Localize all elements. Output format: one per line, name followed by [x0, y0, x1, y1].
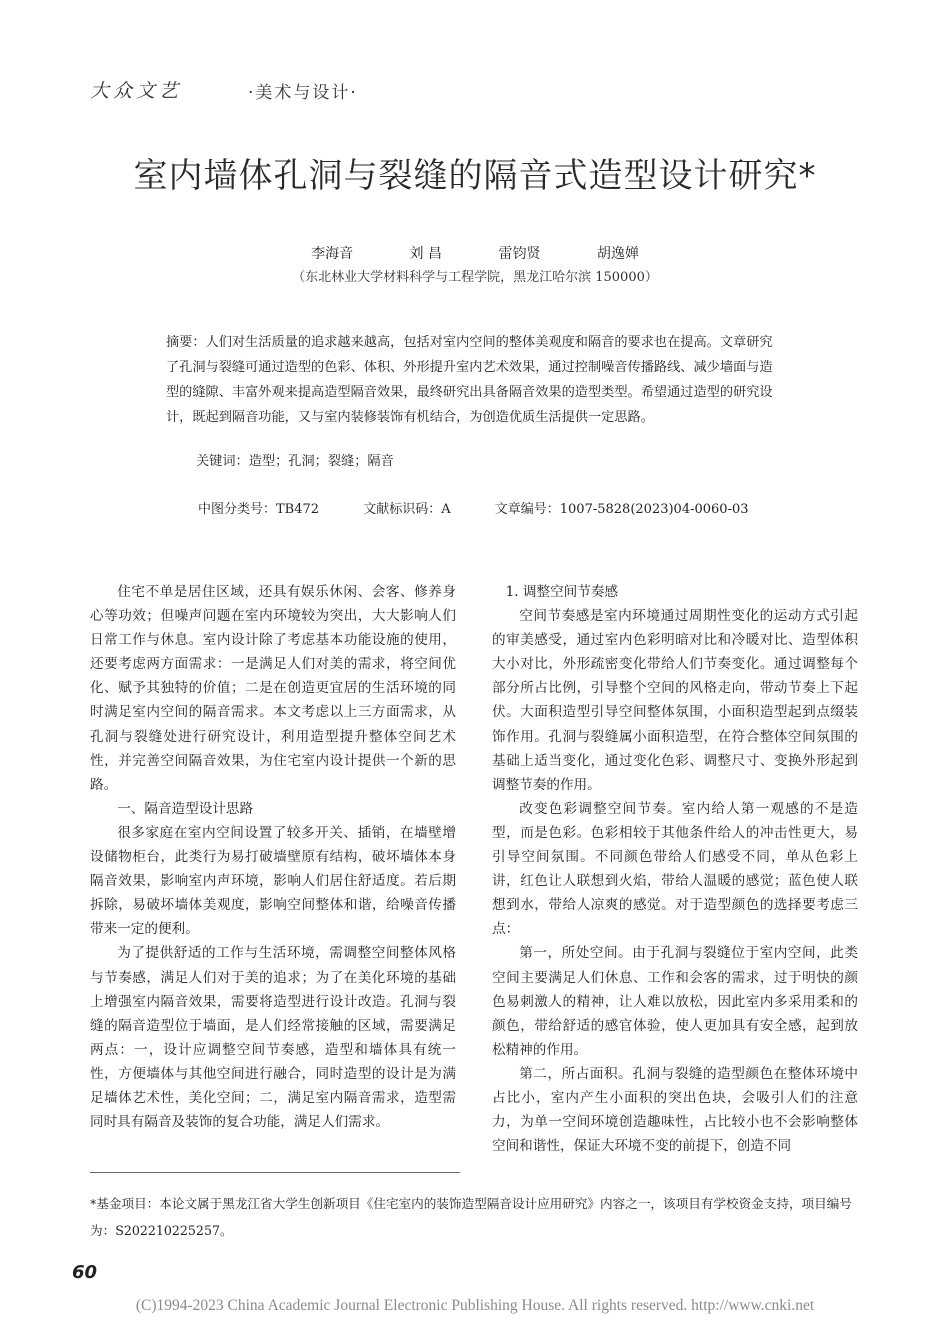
- keywords-text: 造型；孔洞；裂缝；隔音: [248, 454, 394, 469]
- author-name: 刘 昌: [409, 246, 442, 262]
- body-paragraph: 住宅不单是居住区域，还具有娱乐休闲、会客、修养身心等功效；但噪声问题在室内环境较为突出，大大影响人们日常工作与休息。室内设计除了考虑基本功能设施的使用，还要考虑两方面需求：一是满足人们对美的需求，将空间优化、赋予其独特的价值；二是在创造更宜居的生活环境的同时满足室内空间的隔音需求。本文考虑以上三方面需求，从孔洞与裂缝处进行研究设计，利用造型提升整体空间艺术性，并完善空间隔音效果，为住宅室内设计提供一个新的思路。: [90, 584, 456, 793]
- section-label: ·美术与设计·: [248, 83, 358, 103]
- abstract: [166, 330, 781, 430]
- clc-value: TB472: [276, 502, 320, 517]
- body-paragraph: 很多家庭在室内空间设置了较多开关、插销，在墙壁增设储物柜台，此类行为易打破墙壁原有结构，破坏墙体本身隔音效果，影响室内声环境，影响人们居住舒适度。若后期拆除，易破坏墙体美观度，影响空间整体和谐，给噪音传播带来一定的便利。: [90, 824, 456, 938]
- clc-label: 中图分类号：: [198, 502, 277, 517]
- funding-footnote: [90, 1190, 870, 1244]
- keywords-label: 关键词：: [196, 454, 249, 469]
- affiliation: （东北林业大学材料科学与工程学院，黑龙江哈尔滨 150000）: [292, 270, 658, 285]
- body-paragraph: 改变色彩调整空间节奏。室内给人第一观感的不是造型，而是色彩。色彩相较于其他条件给人的冲击性更大，易引导空间氛围。不同颜色带给人们感受不同，单从色彩上讲，红色让人联想到火焰，带给人温暖的感觉；蓝色使人联想到水，带给人凉爽的感觉。对于造型颜色的选择要考虑三点：: [492, 800, 858, 938]
- author-name: 李海音: [311, 246, 354, 262]
- body-paragraph: 第一，所处空间。由于孔洞与裂缝位于室内空间，此类空间主要满足人们休息、工作和会客的需求，过于明快的颜色易刺激人的精神，让人难以放松，因此室内多采用柔和的颜色，带给舒适的感官体验，使人更加具有安全感，起到放松精神的作用。: [492, 945, 858, 1058]
- body-paragraph: 为了提供舒适的工作与生活环境，需调整空间整体风格与节奏感，满足人们对于美的追求；为了在美化环境的基础上增强室内隔音效果，需要将造型进行设计改造。孔洞与裂缝的隔音造型位于墙面，是人们经常接触的区域，需要满足两点：一，设计应调整空间节奏感，造型和墙体具有统一性，方便墙体与其他空间进行融合，同时造型的设计是为满足墙体艺术性，美化空间；二，满足室内隔音需求，造型需同时具有隔音及装饰的复合功能，满足人们需求。: [90, 945, 456, 1131]
- author-list: [0, 243, 950, 263]
- article-no-value: 1007-5828(2023)04-0060-03: [559, 502, 749, 517]
- author-name: 雷钧贤: [498, 246, 541, 262]
- keywords: [196, 450, 394, 469]
- body-paragraph: 第二，所占面积。孔洞与裂缝的造型颜色在整体环境中占比小，室内产生小面积的突出色块，会吸引人们的注意力，为单一空间环境创造趣味性，占比较小也不会影响整体空间和谐性，保证大环境不变的前提下，创造不同: [492, 1065, 858, 1155]
- left-column: [90, 580, 456, 1134]
- right-column: [492, 580, 858, 1158]
- funding-label: *基金项目：: [90, 1196, 160, 1211]
- footnote-divider: [90, 1172, 460, 1173]
- body-paragraph: 空间节奏感是室内环境通过周期性变化的运动方式引起的审美感受，通过室内色彩明暗对比和冷暖对比、造型体积大小对比，外形疏密变化带给人们节奏变化。通过调整每个部分所占比例，引导整个空间的风格走向，带动节奏上下起伏。大面积造型引导空间整体氛围，小面积造型起到点缀装饰作用。孔洞与裂缝属小面积造型，在符合整体空间氛围的基础上适当变化，通过变化色彩、调整尺寸、变换外形起到调整节奏的作用。: [492, 608, 858, 793]
- copyright-notice: (C)1994-2023 China Academic Journal Electronic Publishing House. All rights reserved. http://www.cnki.net: [135, 1297, 815, 1314]
- article-no-label: 文章编号：: [494, 502, 560, 517]
- section-heading: 一、隔音造型设计思路: [117, 800, 254, 817]
- abstract-label: 摘要：: [166, 335, 206, 350]
- funding-text: 本论文属于黑龙江省大学生创新项目《住宅室内的装饰造型隔音设计应用研究》内容之一，该项目有学校资金支持，项目编号为：S202210225257。: [90, 1196, 852, 1238]
- page-number: 60: [72, 1262, 98, 1283]
- author-name: 胡逸婵: [596, 246, 639, 262]
- article-title: 室内墙体孔洞与裂缝的隔音式造型设计研究*: [133, 156, 817, 196]
- classification-line: [198, 498, 789, 517]
- abstract-text: 人们对生活质量的追求越来越高，包括对室内空间的整体美观度和隔音的要求也在提高。文章研究了孔洞与裂缝可通过造型的色彩、体积、外形提升室内艺术效果，通过控制噪音传播路线、减少墙面与造型的缝隙、丰富外观来提高造型隔音效果，最终研究出具备隔音效果的造型类型。希望通过造型的研究设计，既起到隔音功能，又与室内装修装饰有机结合，为创造优质生活提供一定思路。: [166, 335, 773, 425]
- subsection-heading: 1. 调整空间节奏感: [505, 584, 619, 600]
- journal-name: 大众文艺: [90, 80, 183, 102]
- doc-code-label: 文献标识码：: [363, 502, 442, 517]
- doc-code-value: A: [441, 502, 451, 517]
